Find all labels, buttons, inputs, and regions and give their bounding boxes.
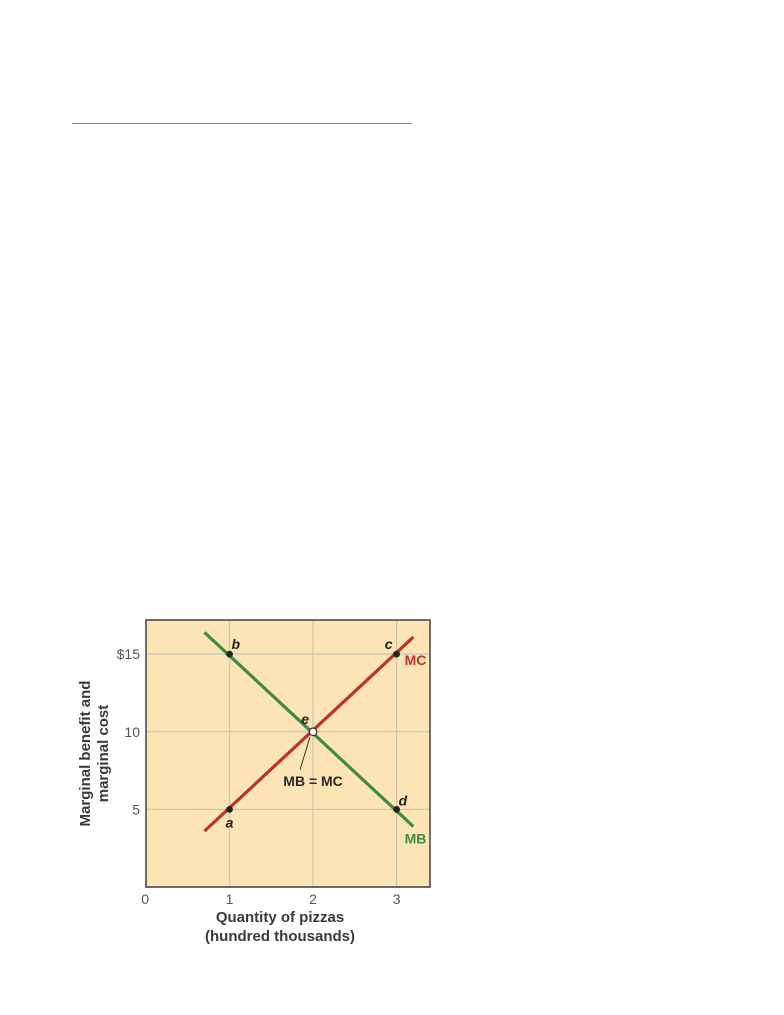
mc-series-label: MC (404, 652, 427, 669)
point-label-e: e (301, 710, 310, 727)
point-label-a: a (225, 814, 234, 831)
y-tick-label-5: 5 (132, 801, 140, 818)
mb-equals-mc-annotation: MB = MC (283, 772, 343, 789)
x-tick-label-3: 3 (392, 891, 401, 907)
point-e (309, 728, 317, 736)
point-a (226, 806, 233, 813)
x-axis-title-line-1: Quantity of pizzas (215, 909, 345, 926)
point-label-c: c (384, 636, 393, 653)
y-axis-title-line-2: marginal cost (95, 704, 112, 803)
x-tick-label-2: 2 (309, 891, 317, 907)
x-axis-title-line-2: (hundred thousands) (205, 928, 355, 945)
y-tick-label-10: 10 (124, 723, 140, 740)
origin-tick-label: 0 (141, 891, 149, 907)
point-c (393, 651, 400, 658)
point-label-d: d (398, 792, 408, 809)
point-label-b: b (231, 636, 241, 653)
mb-series-label: MB (404, 830, 427, 847)
y-axis-title-line-1: Marginal benefit and (77, 680, 94, 827)
y-tick-label-15: $15 (116, 646, 140, 663)
x-tick-label-1: 1 (225, 891, 234, 907)
